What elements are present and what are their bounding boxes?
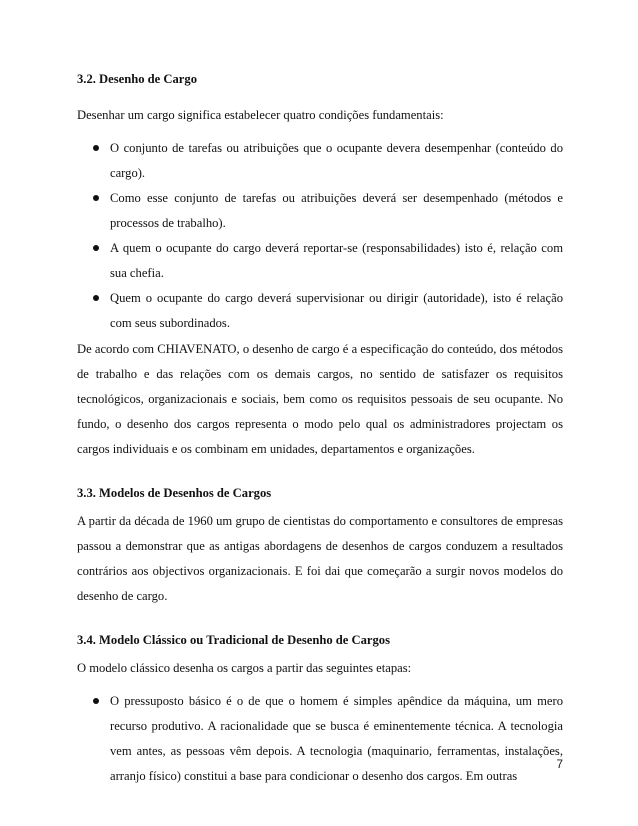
section-3-2-intro: Desenhar um cargo significa estabelecer quatro condições fundamentais: [77,108,444,122]
bullet-icon [93,195,99,201]
section-3-2-paragraph: De acordo com CHIAVENATO, o desenho de cargo é a especificação do conteúdo, dos métodos de trabalho e das relações com os demais cargos, no sentido de satisfazer os requisitos tecnológicos, organizacionais e sociais, bem como os requisitos pessoais de seu ocupante. No fundo, o desenho dos cargos representa o modo pelo qual os administradores projectam os cargos individuais e os combinam em unidades, departamentos e organizações. [77,342,563,456]
bullet-icon [93,698,99,704]
bullet-item [77,236,563,286]
document-page [77,64,563,789]
bullet-text: Quem o ocupante do cargo deverá supervisionar ou dirigir (autoridade), isto é relação com seus subordinados. [110,291,563,330]
section-heading-3-3: 3.3. Modelos de Desenhos de Cargos [77,486,272,500]
bullet-item [77,286,563,336]
bullet-text: O conjunto de tarefas ou atribuições que o ocupante devera desempenhar (conteúdo do cargo). [110,141,563,180]
bullet-text: Como esse conjunto de tarefas ou atribuições deverá ser desempenhado (métodos e processos de trabalho). [110,191,563,230]
bullet-item [77,136,563,186]
section-3-2-bullet-list [77,136,563,336]
section-heading-3-4: 3.4. Modelo Clássico ou Tradicional de Desenho de Cargos [77,633,390,647]
bullet-icon [93,145,99,151]
bullet-item [77,186,563,236]
bullet-icon [93,245,99,251]
bullet-text: A quem o ocupante do cargo deverá reportar-se (responsabilidades) isto é, relação com sua chefia. [110,241,563,280]
page-number: 7 [556,757,563,771]
bullet-text: O pressuposto básico é o de que o homem é simples apêndice da máquina, um mero recurso produtivo. A racionalidade que se busca é eminentemente técnica. A tecnologia vem antes, as pessoas vêm depois. A tecnologia (maquinario, ferramentas, instalações, arranjo físico) constitui a base para condicionar o desenho dos cargos. Em outras [110,694,563,783]
section-3-4-bullet-list [77,689,563,789]
bullet-icon [93,295,99,301]
section-heading-3-2: 3.2. Desenho de Cargo [77,72,197,86]
section-3-3-paragraph: A partir da década de 1960 um grupo de cientistas do comportamento e consultores de empresas passou a demonstrar que as antigas abordagens de desenhos de cargos conduzem a resultados contrários aos objectivos organizacionais. E foi dai que começarão a surgir novos modelos do desenho de cargo. [77,514,563,603]
bullet-item [77,689,563,789]
section-3-4-intro: O modelo clássico desenha os cargos a partir das seguintes etapas: [77,661,412,675]
